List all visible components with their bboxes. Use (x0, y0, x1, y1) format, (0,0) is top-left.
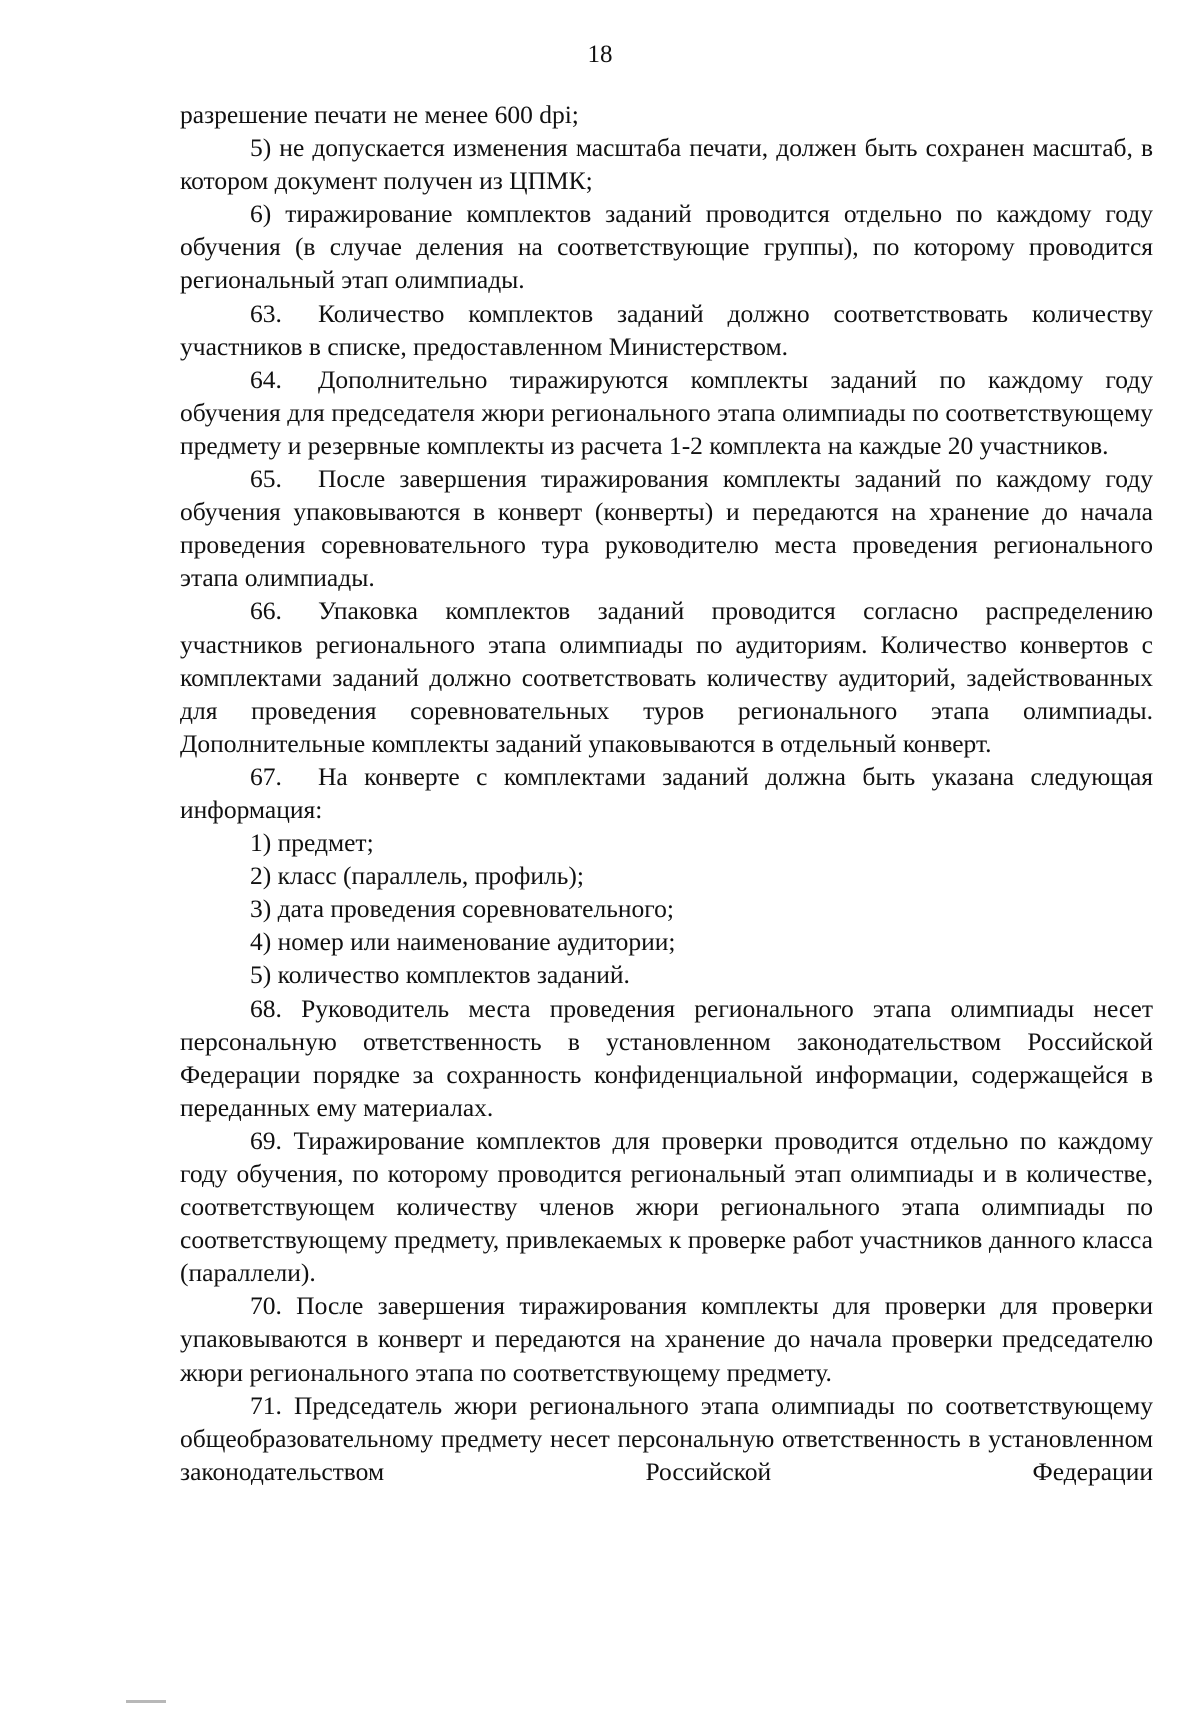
clause-71 (180, 1389, 1153, 1488)
list-item-6 (180, 197, 1153, 296)
paragraph-text: Упаковка комплектов заданий проводится согласно распределению участников регионального этапа олимпиады по аудиториям. Количество конвертов с комплектами заданий должно соответствовать количеству аудиторий, задействованных для проведения соревновательных туров регионального этапа олимпиады. Дополнительные комплекты заданий упаковываются в отдельный конверт. (180, 596, 1153, 758)
list-item (180, 925, 1153, 958)
list-item (180, 892, 1153, 925)
clause-number: 65. (250, 464, 282, 494)
list-item (180, 826, 1153, 859)
paragraph-text: 70. После завершения тиражирования комплекты для проверки для проверки упаковываются в конверт и передаются на хранение до начала проверки председателю жюри регионального этапа по соответствующему предмету. (180, 1291, 1153, 1387)
clause-number: 66. (250, 596, 282, 626)
clause-number: 67. (250, 761, 282, 791)
clause-64 (180, 363, 1153, 462)
scan-artifact (126, 1700, 166, 1703)
paragraph-continuation (180, 98, 1153, 131)
clause-63 (180, 297, 1153, 363)
paragraph-text: 68. Руководитель места проведения регионального этапа олимпиады несет персональную ответственность в установленном законодательством Российской Федерации порядке за сохранность конфиденциальной информации, содержащейся в переданных ему материалах. (180, 993, 1153, 1122)
clause-66 (180, 594, 1153, 759)
clause-number: 63. (250, 298, 282, 328)
clause-68 (180, 992, 1153, 1124)
list-item-text: 3) дата проведения соревновательного; (250, 894, 674, 924)
paragraph-text: 6) тиражирование комплектов заданий проводится отдельно по каждому году обучения (в случае деления на соответствующие группы), по которому проводится региональный этап олимпиады. (180, 199, 1153, 295)
page-number: 18 (587, 41, 613, 68)
paragraph-text: Количество комплектов заданий должно соответствовать количеству участников в списке, предоставленном Министерством. (180, 298, 1153, 361)
list-item-text: 2) класс (параллель, профиль); (250, 861, 584, 891)
envelope-info-list (180, 826, 1153, 991)
list-item-5 (180, 131, 1153, 197)
paragraph-text: На конверте с комплектами заданий должна быть указана следующая информация: (180, 761, 1153, 824)
list-item (180, 859, 1153, 892)
clause-69 (180, 1124, 1153, 1289)
list-item-text: 4) номер или наименование аудитории; (250, 927, 676, 957)
list-item (180, 958, 1153, 991)
clause-65 (180, 462, 1153, 594)
paragraph-text: Дополнительно тиражируются комплекты заданий по каждому году обучения для председателя жюри регионального этапа олимпиады по соответствующему предмету и резервные комплекты из расчета 1-2 комплекта на каждые 20 участников. (180, 364, 1153, 460)
paragraph-text: разрешение печати не менее 600 dpi; (180, 100, 579, 129)
paragraph-text: После завершения тиражирования комплекты заданий по каждому году обучения упаковываются в конверт (конверты) и передаются на хранение до начала проведения соревновательного тура руководителю места проведения регионального этапа олимпиады. (180, 464, 1153, 593)
clause-67 (180, 760, 1153, 826)
paragraph-text: 5) не допускается изменения масштаба печати, должен быть сохранен масштаб, в котором документ получен из ЦПМК; (180, 133, 1153, 196)
paragraph-text: 71. Председатель жюри регионального этапа олимпиады по соответствующему общеобразовательному предмету несет персональную ответственность в установленном законодательством Российской Федерации (180, 1390, 1153, 1486)
clause-70 (180, 1289, 1153, 1388)
list-item-text: 5) количество комплектов заданий. (250, 960, 630, 990)
document-body (180, 98, 1153, 1488)
clause-number: 64. (250, 364, 282, 394)
paragraph-text: 69. Тиражирование комплектов для проверки проводится отдельно по каждому году обучения, по которому проводится региональный этап олимпиады и в количестве, соответствующем количеству членов жюри регионального этапа олимпиады по соответствующему предмету, привлекаемых к проверке работ участников данного класса (параллели). (180, 1125, 1153, 1288)
list-item-text: 1) предмет; (250, 828, 374, 858)
